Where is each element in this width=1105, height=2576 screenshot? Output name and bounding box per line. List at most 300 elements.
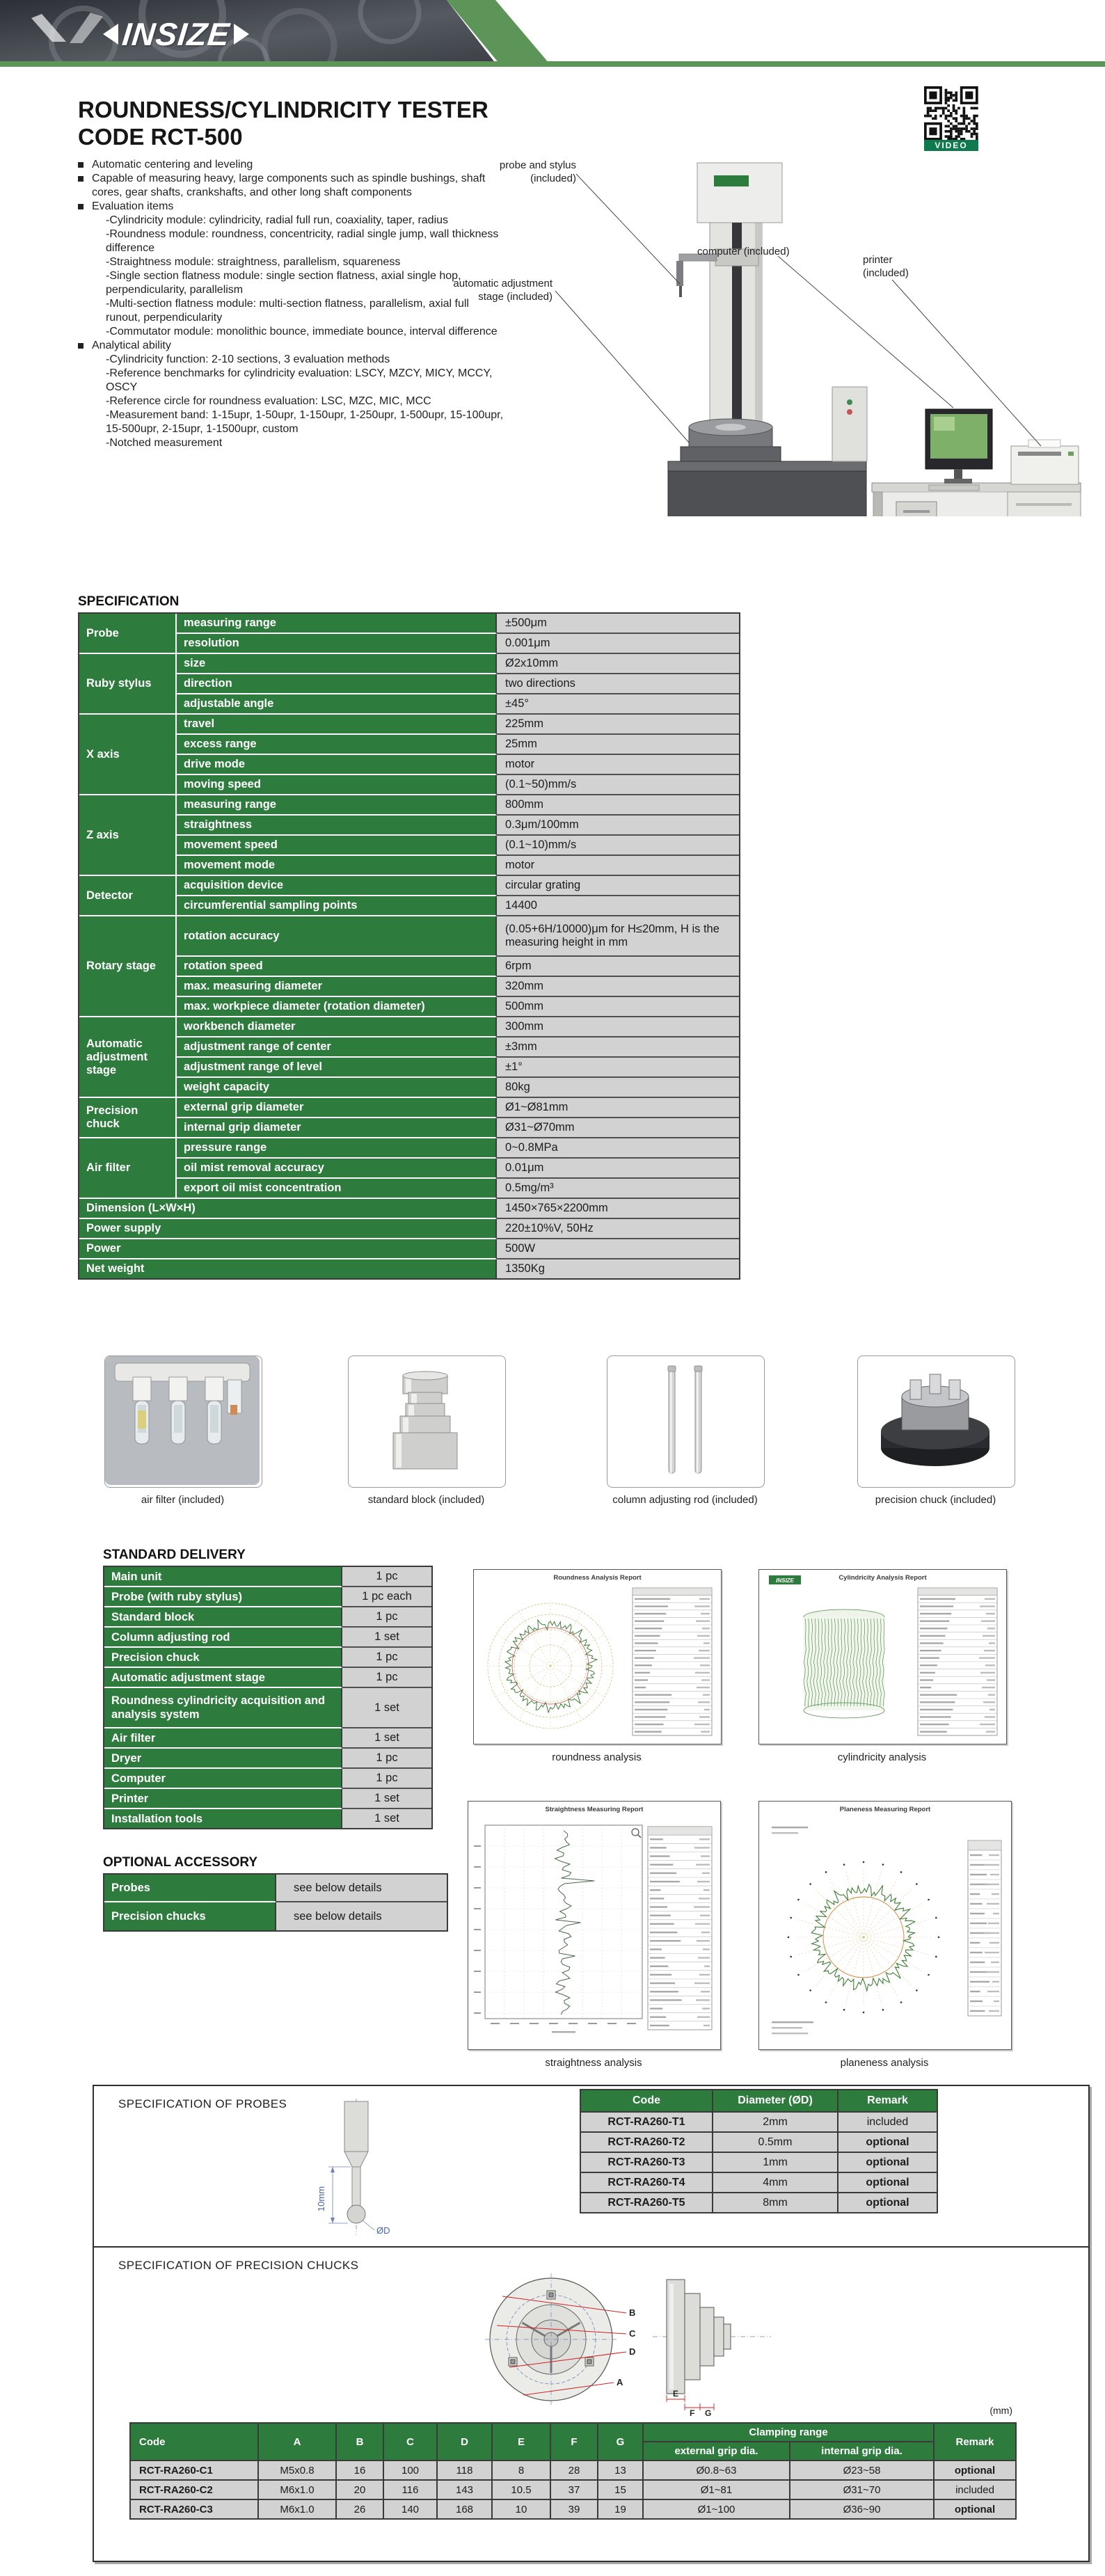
- optional-accessory-heading: OPTIONAL ACCESSORY: [103, 1855, 258, 1870]
- chucks-header-cell: Clamping range: [643, 2423, 934, 2442]
- probes-cell: RCT-RA260-T2: [580, 2132, 713, 2152]
- delivery-qty-cell: 1 pc: [342, 1648, 431, 1668]
- delivery-row: [104, 1587, 431, 1607]
- spec-table: [78, 612, 740, 1280]
- standard-delivery-table: [103, 1566, 430, 1829]
- label-computer: computer (included): [697, 246, 790, 257]
- product-photo: [104, 1355, 262, 1488]
- probes-row: [580, 2193, 937, 2213]
- delivery-item-cell: Automatic adjustment stage: [104, 1668, 342, 1688]
- delivery-row: [104, 1728, 431, 1749]
- spec-value-cell: (0.1~50)mm/s: [497, 775, 739, 795]
- spec-value-cell: 6rpm: [497, 957, 739, 977]
- spec-label-cell: measuring range: [177, 614, 497, 634]
- unit-note: (mm): [989, 2405, 1012, 2416]
- optional-row: [104, 1902, 447, 1930]
- probes-row: [580, 2172, 937, 2193]
- svg-text:INSIZE: INSIZE: [776, 1577, 794, 1584]
- chucks-cell: 100: [383, 2460, 437, 2480]
- delivery-row: [104, 1809, 431, 1828]
- spec-value-cell: Ø2x10mm: [497, 654, 739, 674]
- report-cylindricity: [758, 1569, 1007, 1744]
- spec-group-cell: Probe: [79, 614, 177, 654]
- chucks-cell: 28: [550, 2460, 598, 2480]
- optional-table: [103, 1873, 448, 1932]
- chucks-cell: Ø31~70: [790, 2480, 934, 2499]
- spec-row: [79, 1159, 739, 1179]
- feature-list: [78, 158, 506, 450]
- feature-subline: -Reference benchmarks for cylindricity evaluation: LSCY, MZCY, MICY, MCCY, OSCY: [106, 367, 493, 393]
- svg-text:10mm: 10mm: [316, 2186, 326, 2212]
- chuck-front-view: [440, 2271, 655, 2416]
- spec-label-cell: circumferential sampling points: [177, 896, 497, 916]
- spec-row: [79, 1078, 739, 1098]
- feature-subline: -Reference circle for roundness evaluation: LSC, MZC, MIC, MCC: [106, 395, 431, 407]
- specification-heading: SPECIFICATION: [78, 594, 180, 609]
- spec-label-cell: export oil mist concentration: [177, 1179, 497, 1199]
- optional-note-cell: see below details: [276, 1902, 447, 1930]
- feature-main: Evaluation items: [92, 200, 174, 212]
- spec-row: [79, 1058, 739, 1078]
- spec-label-cell: movement speed: [177, 836, 497, 856]
- bullet-square-icon: [78, 204, 84, 209]
- chucks-cell: RCT-RA260-C2: [130, 2480, 258, 2499]
- section-divider: [94, 2246, 1088, 2248]
- chucks-table: [129, 2422, 1015, 2520]
- spec-label-cell: direction: [177, 674, 497, 694]
- probes-cell: optional: [838, 2193, 937, 2213]
- delivery-qty-cell: 1 set: [342, 1728, 431, 1749]
- spec-label-cell: rotation speed: [177, 957, 497, 977]
- spec-group-cell: X axis: [79, 715, 177, 795]
- chucks-cell: 26: [336, 2499, 383, 2519]
- spec-value-cell: 0.01μm: [497, 1159, 739, 1179]
- probe-diagram: [278, 2096, 438, 2239]
- feature-main: Analytical ability: [92, 340, 171, 351]
- spec-value-cell: ±500μm: [497, 614, 739, 634]
- spec-flat-row: [79, 1239, 739, 1259]
- chucks-cell: RCT-RA260-C1: [130, 2460, 258, 2480]
- chucks-cell: 15: [598, 2480, 643, 2499]
- feature-main: Capable of measuring heavy, large components such as spindle bushings, shaft cores, gear shafts, crankshafts, and other long shaft components: [92, 173, 486, 198]
- spec-label-cell: max. measuring diameter: [177, 977, 497, 997]
- product-photo-caption: standard block (included): [367, 1494, 485, 1506]
- page-title-line2: CODE RCT-500: [78, 124, 243, 150]
- report-caption: planeness analysis: [840, 2057, 929, 2069]
- spec-group-cell: Detector: [79, 876, 177, 916]
- svg-text:F: F: [690, 2408, 695, 2418]
- probes-header-cell: Diameter (ØD): [713, 2090, 838, 2112]
- chucks-cell: Ø23~58: [790, 2460, 934, 2480]
- delivery-qty-cell: 1 pc: [342, 1567, 431, 1587]
- spec-label-cell: travel: [177, 715, 497, 735]
- chucks-cell: M5x0.8: [258, 2460, 336, 2480]
- chucks-heading: SPECIFICATION OF PRECISION CHUCKS: [118, 2259, 359, 2272]
- chucks-cell: 116: [383, 2480, 437, 2499]
- svg-text:A: A: [617, 2377, 623, 2387]
- spec-label-cell: Power: [79, 1239, 497, 1259]
- feature-item: [78, 172, 506, 200]
- spec-value-cell: 0~0.8MPa: [497, 1138, 739, 1159]
- spec-flat-row: [79, 1199, 739, 1219]
- delivery-row: [104, 1567, 431, 1587]
- optional-item-cell: Precision chucks: [104, 1902, 276, 1930]
- delivery-item-cell: Probe (with ruby stylus): [104, 1587, 342, 1607]
- spec-value-cell: 14400: [497, 896, 739, 916]
- feature-text: [92, 172, 506, 200]
- spec-row: [79, 916, 739, 957]
- spec-label-cell: pressure range: [177, 1138, 497, 1159]
- spec-label-cell: movement mode: [177, 856, 497, 876]
- spec-row: [79, 1118, 739, 1138]
- spec-value-cell: Ø31~Ø70mm: [497, 1118, 739, 1138]
- svg-text:B: B: [629, 2307, 636, 2318]
- chucks-cell: 39: [550, 2499, 598, 2519]
- delivery-row: [104, 1628, 431, 1648]
- header-green-line: [0, 61, 1105, 67]
- spec-row: [79, 1098, 739, 1118]
- chucks-cell: optional: [934, 2499, 1016, 2519]
- product-photo-caption: air filter (included): [141, 1494, 225, 1506]
- feature-text: [92, 158, 506, 172]
- chucks-cell: M6x1.0: [258, 2480, 336, 2499]
- delivery-row: [104, 1607, 431, 1628]
- spec-label-cell: moving speed: [177, 775, 497, 795]
- spec-row: [79, 775, 739, 795]
- spec-row: [79, 654, 739, 674]
- svg-text:C: C: [629, 2328, 636, 2339]
- spec-row: [79, 674, 739, 694]
- feature-text: [92, 339, 506, 450]
- spec-value-cell: (0.05+6H/10000)μm for H≤20mm, H is the measuring height in mm: [497, 916, 739, 957]
- spec-label-cell: adjustment range of center: [177, 1037, 497, 1058]
- spec-label-cell: Power supply: [79, 1219, 497, 1239]
- label-auto-stage: automatic adjustment stage (included): [453, 278, 552, 303]
- delivery-row: [104, 1648, 431, 1668]
- probes-heading: SPECIFICATION OF PROBES: [118, 2097, 287, 2110]
- spec-value-cell: Ø1~Ø81mm: [497, 1098, 739, 1118]
- probes-header-row: [580, 2090, 937, 2112]
- label-probe-stylus: probe and stylus (included): [499, 159, 576, 184]
- report-title: Straightness Measuring Report: [545, 1806, 644, 1813]
- probes-row: [580, 2132, 937, 2152]
- report-caption: straightness analysis: [545, 2057, 642, 2069]
- chucks-header-cell: C: [383, 2423, 437, 2460]
- chucks-header-cell: B: [336, 2423, 383, 2460]
- spec-label-cell: weight capacity: [177, 1078, 497, 1098]
- spec-label-cell: straightness: [177, 816, 497, 836]
- delivery-row: [104, 1668, 431, 1688]
- probes-cell: optional: [838, 2152, 937, 2172]
- spec-label-cell: excess range: [177, 735, 497, 755]
- logo-right-arrow-icon: [234, 24, 249, 45]
- qr-code: [924, 86, 978, 141]
- feature-item: [78, 339, 506, 450]
- delivery-row: [104, 1769, 431, 1789]
- chucks-cell: 13: [598, 2460, 643, 2480]
- delivery-item-cell: Dryer: [104, 1749, 342, 1769]
- spec-value-cell: two directions: [497, 674, 739, 694]
- spec-label-cell: internal grip diameter: [177, 1118, 497, 1138]
- report-caption: roundness analysis: [552, 1751, 642, 1763]
- svg-text:ØD: ØD: [376, 2225, 390, 2236]
- chucks-cell: 19: [598, 2499, 643, 2519]
- spec-row: [79, 1179, 739, 1199]
- spec-value-cell: 0.5mg/m³: [497, 1179, 739, 1199]
- delivery-item-cell: Roundness cylindricity acquisition and analysis system: [104, 1688, 342, 1728]
- feature-item: [78, 200, 506, 339]
- chucks-cell: 10.5: [492, 2480, 550, 2499]
- feature-text: [92, 200, 506, 339]
- chucks-cell: Ø1~81: [643, 2480, 790, 2499]
- spec-row: [79, 795, 739, 816]
- bullet-square-icon: [78, 176, 84, 182]
- feature-subline: -Multi-section flatness module: multi-section flatness, parallelism, axial full runout, perpendicularity: [106, 298, 469, 324]
- chucks-cell: 10: [492, 2499, 550, 2519]
- spec-row: [79, 694, 739, 715]
- spec-row: [79, 1017, 739, 1037]
- spec-value-cell: (0.1~10)mm/s: [497, 836, 739, 856]
- chucks-header-cell: G: [598, 2423, 643, 2460]
- chucks-cell: included: [934, 2480, 1016, 2499]
- delivery-qty-cell: 1 pc: [342, 1668, 431, 1688]
- spec-row: [79, 977, 739, 997]
- spec-value-cell: 220±10%V, 50Hz: [497, 1219, 739, 1239]
- spec-row: [79, 836, 739, 856]
- chucks-row: [130, 2460, 1016, 2480]
- spec-group-cell: Rotary stage: [79, 916, 177, 1017]
- logo-text: INSIZE: [120, 16, 232, 52]
- delivery-qty-cell: 1 pc each: [342, 1587, 431, 1607]
- delivery-item-cell: Main unit: [104, 1567, 342, 1587]
- feature-subline: -Cylindricity function: 2-10 sections, 3 evaluation methods: [106, 353, 390, 365]
- spec-group-cell: Automatic adjustment stage: [79, 1017, 177, 1098]
- chuck-side-view: [653, 2267, 774, 2419]
- delivery-qty-cell: 1 pc: [342, 1607, 431, 1628]
- spec-value-cell: 225mm: [497, 715, 739, 735]
- feature-subline: -Straightness module: straightness, parallelism, squareness: [106, 256, 401, 268]
- optional-accessory-table: [103, 1873, 445, 1932]
- spec-label-cell: adjustment range of level: [177, 1058, 497, 1078]
- spec-label-cell: Dimension (L×W×H): [79, 1199, 497, 1219]
- delivery-row: [104, 1688, 431, 1728]
- chucks-header-row1: [130, 2423, 1016, 2442]
- spec-value-cell: 800mm: [497, 795, 739, 816]
- spec-row: [79, 634, 739, 654]
- feature-item: [78, 158, 506, 172]
- report-title: Cylindricity Analysis Report: [838, 1574, 927, 1582]
- spec-label-cell: drive mode: [177, 755, 497, 775]
- probes-row: [580, 2152, 937, 2172]
- spec-label-cell: external grip diameter: [177, 1098, 497, 1118]
- spec-value-cell: 1450×765×2200mm: [497, 1199, 739, 1219]
- spec-group-cell: Air filter: [79, 1138, 177, 1199]
- chucks-subheader-cell: external grip dia.: [643, 2442, 790, 2460]
- chucks-cell: 16: [336, 2460, 383, 2480]
- bullet-square-icon: [78, 343, 84, 349]
- delivery-item-cell: Precision chuck: [104, 1648, 342, 1668]
- delivery-item-cell: Printer: [104, 1789, 342, 1809]
- svg-text:D: D: [629, 2346, 636, 2357]
- delivery-qty-cell: 1 pc: [342, 1749, 431, 1769]
- spec-row: [79, 816, 739, 836]
- video-badge: VIDEO: [924, 140, 978, 151]
- product-photo: [857, 1355, 1015, 1488]
- report-straightness: [468, 1801, 721, 2050]
- probes-cell: 2mm: [713, 2112, 838, 2132]
- chucks-header-cell: Code: [130, 2423, 258, 2460]
- probes-cell: included: [838, 2112, 937, 2132]
- spec-row: [79, 1138, 739, 1159]
- chucks-header-cell: A: [258, 2423, 336, 2460]
- spec-value-cell: ±45°: [497, 694, 739, 715]
- chucks-row: [130, 2480, 1016, 2499]
- product-photo-caption: column adjusting rod (included): [612, 1494, 758, 1506]
- probes-cell: optional: [838, 2132, 937, 2152]
- delivery-item-cell: Computer: [104, 1769, 342, 1789]
- logo-left-arrow-icon: [103, 24, 118, 45]
- chucks-row: [130, 2499, 1016, 2519]
- spec-value-cell: 25mm: [497, 735, 739, 755]
- spec-row: [79, 715, 739, 735]
- product-photo: [348, 1355, 506, 1488]
- report-roundness: [473, 1569, 722, 1744]
- spec-row: [79, 957, 739, 977]
- spec-label-cell: size: [177, 654, 497, 674]
- spec-group-cell: Z axis: [79, 795, 177, 876]
- chucks-cell: optional: [934, 2460, 1016, 2480]
- spec-value-cell: 0.001μm: [497, 634, 739, 654]
- page-title: [78, 96, 488, 150]
- spec-row: [79, 997, 739, 1017]
- probes-cell: optional: [838, 2172, 937, 2193]
- probes-header-cell: Remark: [838, 2090, 937, 2112]
- probes-row: [580, 2112, 937, 2132]
- chucks-cell: 140: [383, 2499, 437, 2519]
- standard-delivery-heading: STANDARD DELIVERY: [103, 1548, 246, 1562]
- probes-cell: RCT-RA260-T1: [580, 2112, 713, 2132]
- spec-label-cell: acquisition device: [177, 876, 497, 896]
- spec-value-cell: 320mm: [497, 977, 739, 997]
- chucks-spec-table: [129, 2422, 1017, 2520]
- feature-subline: -Single section flatness module: single section flatness, axial single hop, perpendicularity, parallelism: [106, 270, 461, 296]
- spec-label-cell: resolution: [177, 634, 497, 654]
- spec-value-cell: circular grating: [497, 876, 739, 896]
- feature-main: Automatic centering and leveling: [92, 159, 253, 170]
- spec-label-cell: max. workpiece diameter (rotation diameter): [177, 997, 497, 1017]
- optional-item-cell: Probes: [104, 1875, 276, 1902]
- chucks-cell: RCT-RA260-C3: [130, 2499, 258, 2519]
- chucks-cell: M6x1.0: [258, 2499, 336, 2519]
- probes-cell: RCT-RA260-T5: [580, 2193, 713, 2213]
- probes-cell: 8mm: [713, 2193, 838, 2213]
- insize-logo: [103, 15, 249, 53]
- chucks-header-cell: D: [437, 2423, 492, 2460]
- machine-illustration: [480, 152, 1092, 516]
- product-photo-caption: precision chuck (included): [875, 1494, 996, 1506]
- spec-value-cell: 500mm: [497, 997, 739, 1017]
- probes-cell: RCT-RA260-T4: [580, 2172, 713, 2193]
- spec-label-cell: oil mist removal accuracy: [177, 1159, 497, 1179]
- feature-subline: -Notched measurement: [106, 437, 223, 449]
- delivery-row: [104, 1749, 431, 1769]
- spec-group-cell: Precision chuck: [79, 1098, 177, 1138]
- chucks-cell: 143: [437, 2480, 492, 2499]
- probes-header-cell: Code: [580, 2090, 713, 2112]
- spec-label-cell: rotation accuracy: [177, 916, 497, 957]
- spec-row: [79, 614, 739, 634]
- spec-row: [79, 856, 739, 876]
- spec-row: [79, 755, 739, 775]
- delivery-qty-cell: 1 pc: [342, 1769, 431, 1789]
- delivery-item-cell: Air filter: [104, 1728, 342, 1749]
- feature-subline: -Measurement band: 1-15upr, 1-50upr, 1-150upr, 1-250upr, 1-500upr, 15-100upr, 15-500upr, 2-15upr, 1-1500upr, custom: [106, 409, 504, 435]
- spec-row: [79, 896, 739, 916]
- probes-cell: 1mm: [713, 2152, 838, 2172]
- chucks-subheader-cell: internal grip dia.: [790, 2442, 934, 2460]
- spec-row: [79, 735, 739, 755]
- report-title: Planeness Measuring Report: [839, 1806, 931, 1813]
- feature-subline: -Roundness module: roundness, concentricity, radial single jump, wall thickness difference: [106, 228, 499, 254]
- spec-flat-row: [79, 1259, 739, 1278]
- specification-table: [78, 612, 738, 1280]
- spec-value-cell: motor: [497, 755, 739, 775]
- spec-value-cell: 300mm: [497, 1017, 739, 1037]
- spec-value-cell: 1350Kg: [497, 1259, 739, 1278]
- chucks-cell: 37: [550, 2480, 598, 2499]
- page-title-line1: ROUNDNESS/CYLINDRICITY TESTER: [78, 97, 488, 122]
- optional-note-cell: see below details: [276, 1875, 447, 1902]
- probes-cell: 0.5mm: [713, 2132, 838, 2152]
- spec-value-cell: ±1°: [497, 1058, 739, 1078]
- report-caption: cylindricity analysis: [837, 1751, 927, 1763]
- spec-label-cell: measuring range: [177, 795, 497, 816]
- chucks-cell: 8: [492, 2460, 550, 2480]
- spec-value-cell: ±3mm: [497, 1037, 739, 1058]
- svg-text:E: E: [673, 2389, 679, 2399]
- spec-value-cell: 80kg: [497, 1078, 739, 1098]
- probes-spec-table: [580, 2089, 938, 2213]
- feature-subline: -Commutator module: monolithic bounce, immediate bounce, interval difference: [106, 326, 498, 337]
- spec-row: [79, 1037, 739, 1058]
- spec-label-cell: adjustable angle: [177, 694, 497, 715]
- spec-value-cell: 500W: [497, 1239, 739, 1259]
- spec-flat-row: [79, 1219, 739, 1239]
- chucks-cell: Ø0.8~63: [643, 2460, 790, 2480]
- label-printer: printer (included): [863, 254, 909, 279]
- delivery-qty-cell: 1 set: [342, 1628, 431, 1648]
- chucks-cell: 168: [437, 2499, 492, 2519]
- feature-subline: -Cylindricity module: cylindricity, radial full run, coaxiality, taper, radius: [106, 214, 449, 226]
- chucks-header-cell: F: [550, 2423, 598, 2460]
- probes-cell: 4mm: [713, 2172, 838, 2193]
- chucks-cell: 20: [336, 2480, 383, 2499]
- spec-row: [79, 876, 739, 896]
- spec-group-cell: Ruby stylus: [79, 654, 177, 715]
- bullet-square-icon: [78, 162, 84, 168]
- optional-row: [104, 1875, 447, 1902]
- delivery-table: [103, 1566, 433, 1829]
- chucks-header-cell: E: [492, 2423, 550, 2460]
- spec-label-cell: Net weight: [79, 1259, 497, 1278]
- probes-cell: RCT-RA260-T3: [580, 2152, 713, 2172]
- delivery-qty-cell: 1 set: [342, 1688, 431, 1728]
- delivery-item-cell: Column adjusting rod: [104, 1628, 342, 1648]
- chucks-cell: 118: [437, 2460, 492, 2480]
- delivery-row: [104, 1789, 431, 1809]
- chucks-cell: Ø1~100: [643, 2499, 790, 2519]
- spec-label-cell: workbench diameter: [177, 1017, 497, 1037]
